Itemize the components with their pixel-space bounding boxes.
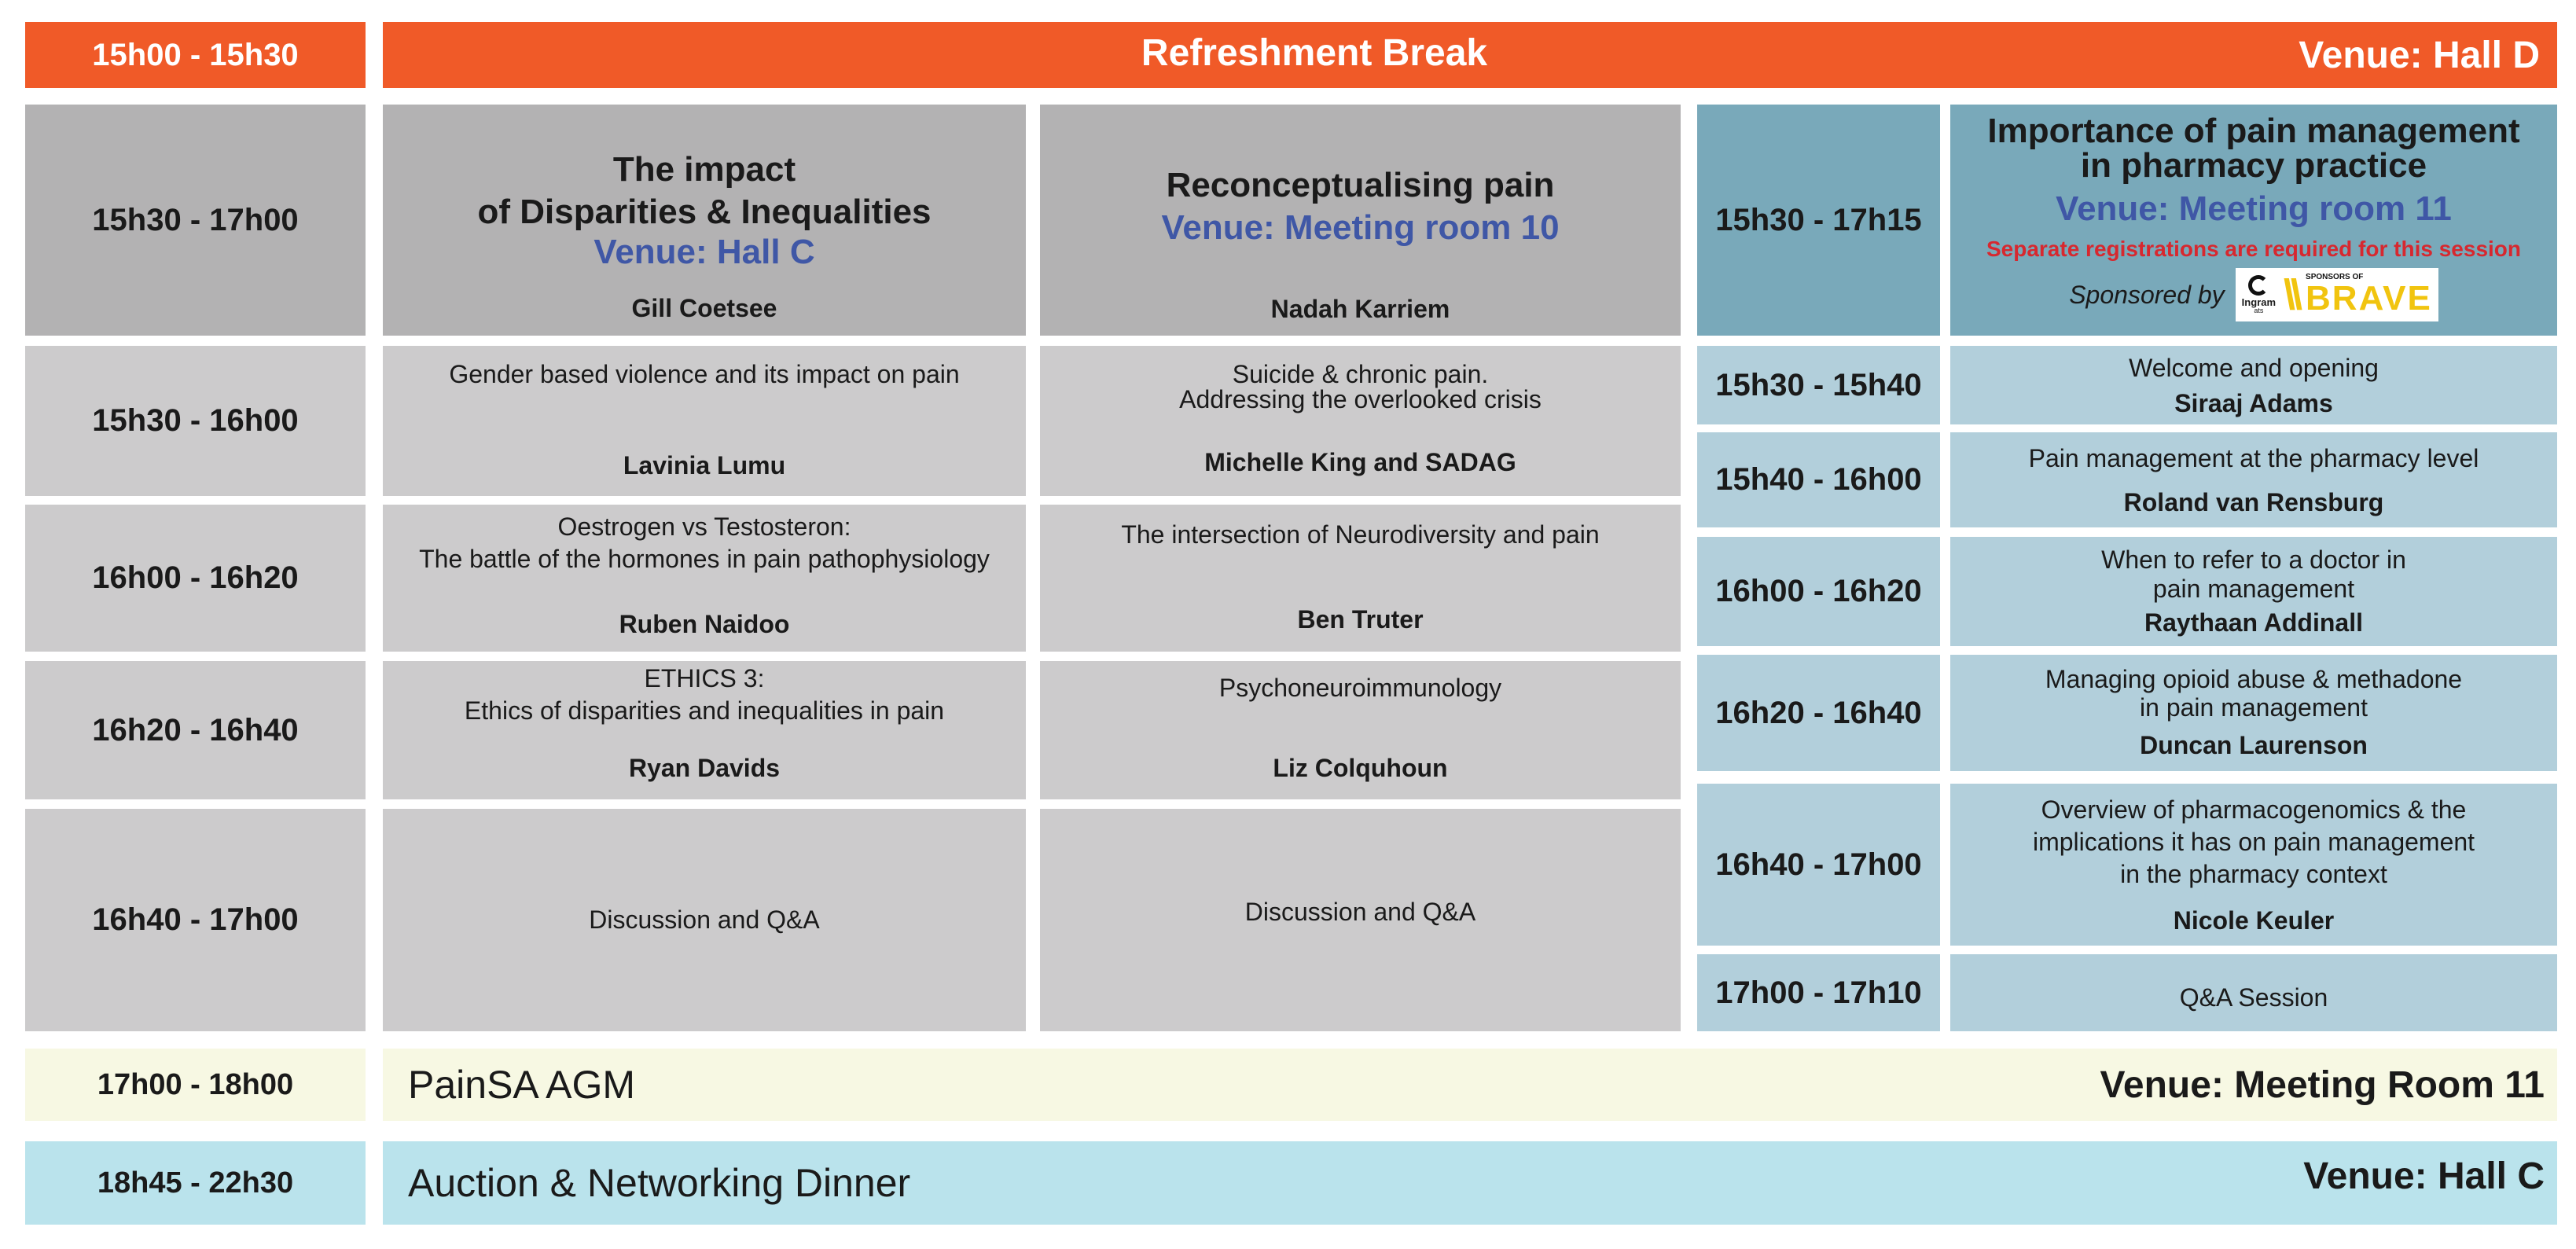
break-title: Refreshment Break bbox=[1141, 31, 1488, 74]
speaker: Ben Truter bbox=[1297, 605, 1424, 634]
pharmacy-venue: Venue: Meeting room 11 bbox=[2056, 189, 2452, 228]
time-cell bbox=[25, 809, 366, 1031]
break-time-cell bbox=[25, 22, 366, 88]
ingram-name: Ingram bbox=[2241, 296, 2277, 308]
time-cell bbox=[25, 346, 366, 496]
session-title: Reconceptualising pain bbox=[1166, 166, 1555, 204]
pharmacy-talk-cell bbox=[1950, 432, 2557, 527]
time-label: 16h00 - 16h20 bbox=[92, 560, 299, 595]
talk-line: Oestrogen vs Testosteron: bbox=[557, 512, 851, 541]
speaker: Duncan Laurenson bbox=[2140, 730, 2368, 759]
pharmacy-time-cell bbox=[1697, 105, 1940, 336]
speaker: Siraaj Adams bbox=[2174, 388, 2333, 417]
time-cell bbox=[25, 505, 366, 652]
agm-time-cell bbox=[25, 1049, 366, 1121]
time-label: 16h20 - 16h40 bbox=[1715, 695, 1922, 730]
time-label: 16h00 - 16h20 bbox=[1715, 574, 1922, 608]
speaker: Nicole Keuler bbox=[2173, 906, 2335, 935]
registration-note: Separate registrations are required for this session bbox=[1986, 237, 2521, 261]
talk-title: Discussion and Q&A bbox=[589, 906, 820, 935]
talk-cell bbox=[383, 809, 1026, 1031]
time-label: 16h40 - 17h00 bbox=[92, 902, 299, 937]
pharmacy-time-cell bbox=[1697, 954, 1940, 1031]
speaker: Michelle King and SADAG bbox=[1204, 448, 1516, 476]
talk-line: Suicide & chronic pain. bbox=[1232, 360, 1489, 388]
talk-title bbox=[1040, 519, 1681, 551]
speaker: Liz Colquhoun bbox=[1273, 754, 1448, 782]
talk-line: The battle of the hormones in pain pathophysiology bbox=[419, 544, 990, 573]
pharmacy-session-header bbox=[1950, 105, 2557, 336]
pharmacy-time: 15h30 - 17h15 bbox=[1715, 202, 1922, 237]
speaker: Roland van Rensburg bbox=[2123, 488, 2384, 517]
talk-cell bbox=[383, 346, 1026, 496]
pharmacy-time-cell bbox=[1697, 537, 1940, 646]
talk-line: Addressing the overlooked crisis bbox=[1179, 385, 1542, 413]
pharmacy-time-cell bbox=[1697, 432, 1940, 527]
dinner-time: 18h45 - 22h30 bbox=[97, 1166, 294, 1199]
talk-title bbox=[1040, 362, 1681, 412]
break-banner bbox=[383, 22, 2557, 88]
brave-top-text: SPONSORS OF bbox=[2306, 273, 2364, 281]
session-time-cell bbox=[25, 105, 366, 336]
talk-line: Welcome and opening bbox=[2129, 354, 2379, 383]
time-label: 15h30 - 16h00 bbox=[92, 403, 299, 438]
talk-line: Managing opioid abuse & methadone bbox=[2045, 665, 2463, 694]
pharmacy-time-cell bbox=[1697, 346, 1940, 424]
agm-time: 17h00 - 18h00 bbox=[97, 1067, 294, 1101]
sponsor-logos bbox=[2236, 268, 2438, 321]
talk-line: The intersection of Neurodiversity and pain bbox=[1121, 520, 1600, 549]
sponsored-by-label: Sponsored by bbox=[2069, 280, 2225, 309]
talk-line: in the pharmacy context bbox=[2120, 859, 2387, 888]
talk-line: ETHICS 3: bbox=[644, 664, 765, 692]
time-label: 16h20 - 16h40 bbox=[92, 712, 299, 748]
brave-logo bbox=[2306, 274, 2432, 316]
speaker: Raythaan Addinall bbox=[2144, 608, 2363, 637]
session-header-room-10 bbox=[1040, 105, 1681, 336]
talk-line: in pain management bbox=[2140, 692, 2368, 722]
dinner-venue: Venue: Hall C bbox=[2303, 1155, 2545, 1197]
talk-title bbox=[1040, 672, 1681, 704]
speaker: Ryan Davids bbox=[628, 754, 781, 782]
session-header-hall-c bbox=[383, 105, 1026, 336]
talk-line: Gender based violence and its impact on pain bbox=[449, 360, 960, 388]
brave-word: BRAVE bbox=[2306, 279, 2432, 318]
time-label: 16h40 - 17h00 bbox=[1715, 847, 1922, 882]
talk-title: Discussion and Q&A bbox=[1244, 898, 1476, 927]
talk-line: implications it has on pain management bbox=[2032, 828, 2475, 857]
double-slash-icon: \\ bbox=[2284, 271, 2299, 318]
agm-banner bbox=[383, 1049, 2557, 1121]
pharmacy-time-cell bbox=[1697, 655, 1940, 771]
dinner-time-cell bbox=[25, 1141, 366, 1225]
talk-line: Q&A Session bbox=[2179, 983, 2328, 1012]
talk-cell bbox=[1040, 505, 1681, 652]
pharmacy-talk-cell bbox=[1950, 784, 2557, 946]
session-title-line1: The impact bbox=[612, 150, 796, 189]
agm-venue: Venue: Meeting Room 11 bbox=[2100, 1063, 2545, 1106]
time-cell bbox=[25, 661, 366, 799]
ingram-sub: ats bbox=[2254, 307, 2264, 314]
talk-line: Pain management at the pharmacy level bbox=[2028, 443, 2479, 472]
break-venue: Venue: Hall D bbox=[2299, 34, 2540, 76]
talk-line: Overview of pharmacogenomics & the bbox=[2041, 795, 2467, 825]
pharmacy-talk-cell bbox=[1950, 655, 2557, 771]
talk-line: Ethics of disparities and inequalities in pain bbox=[464, 696, 945, 725]
break-time: 15h00 - 15h30 bbox=[92, 37, 299, 72]
dinner-title: Auction & Networking Dinner bbox=[408, 1161, 911, 1205]
sponsor-row bbox=[2069, 268, 2438, 321]
talk-title bbox=[383, 663, 1026, 727]
pharmacy-talk-cell bbox=[1950, 537, 2557, 646]
talk-cell bbox=[383, 505, 1026, 652]
ingram-logo bbox=[2242, 275, 2276, 314]
session-chair: Gill Coetsee bbox=[631, 294, 777, 323]
pharmacy-title-line1: Importance of pain management bbox=[1987, 112, 2520, 150]
talk-title bbox=[383, 511, 1026, 575]
talk-cell bbox=[1040, 661, 1681, 799]
pharmacy-title-line2: in pharmacy practice bbox=[2080, 146, 2427, 185]
pharmacy-time-cell bbox=[1697, 784, 1940, 946]
talk-title bbox=[383, 358, 1026, 391]
talk-cell bbox=[1040, 809, 1681, 1031]
time-label: 17h00 - 17h10 bbox=[1715, 975, 1922, 1010]
talk-cell bbox=[1040, 346, 1681, 496]
session-venue: Venue: Meeting room 10 bbox=[1161, 208, 1560, 247]
talk-line: When to refer to a doctor in bbox=[2101, 546, 2406, 575]
pharmacy-talk-cell bbox=[1950, 346, 2557, 424]
session-time: 15h30 - 17h00 bbox=[92, 202, 299, 237]
talk-cell bbox=[383, 661, 1026, 799]
time-label: 15h30 - 15h40 bbox=[1715, 367, 1922, 402]
speaker: Lavinia Lumu bbox=[623, 451, 786, 479]
talk-line: Psychoneuroimmunology bbox=[1218, 674, 1502, 702]
session-title-line2: of Disparities & Inequalities bbox=[477, 192, 932, 231]
speaker: Ruben Naidoo bbox=[619, 610, 790, 638]
pharmacy-talk-cell bbox=[1950, 954, 2557, 1031]
talk-line: pain management bbox=[2152, 575, 2355, 603]
session-chair: Nadah Karriem bbox=[1270, 294, 1450, 323]
time-label: 15h40 - 16h00 bbox=[1715, 462, 1922, 497]
agm-title: PainSA AGM bbox=[408, 1063, 636, 1107]
ingram-mark-icon bbox=[2248, 275, 2269, 296]
session-venue: Venue: Hall C bbox=[593, 233, 815, 272]
dinner-banner bbox=[383, 1141, 2557, 1225]
